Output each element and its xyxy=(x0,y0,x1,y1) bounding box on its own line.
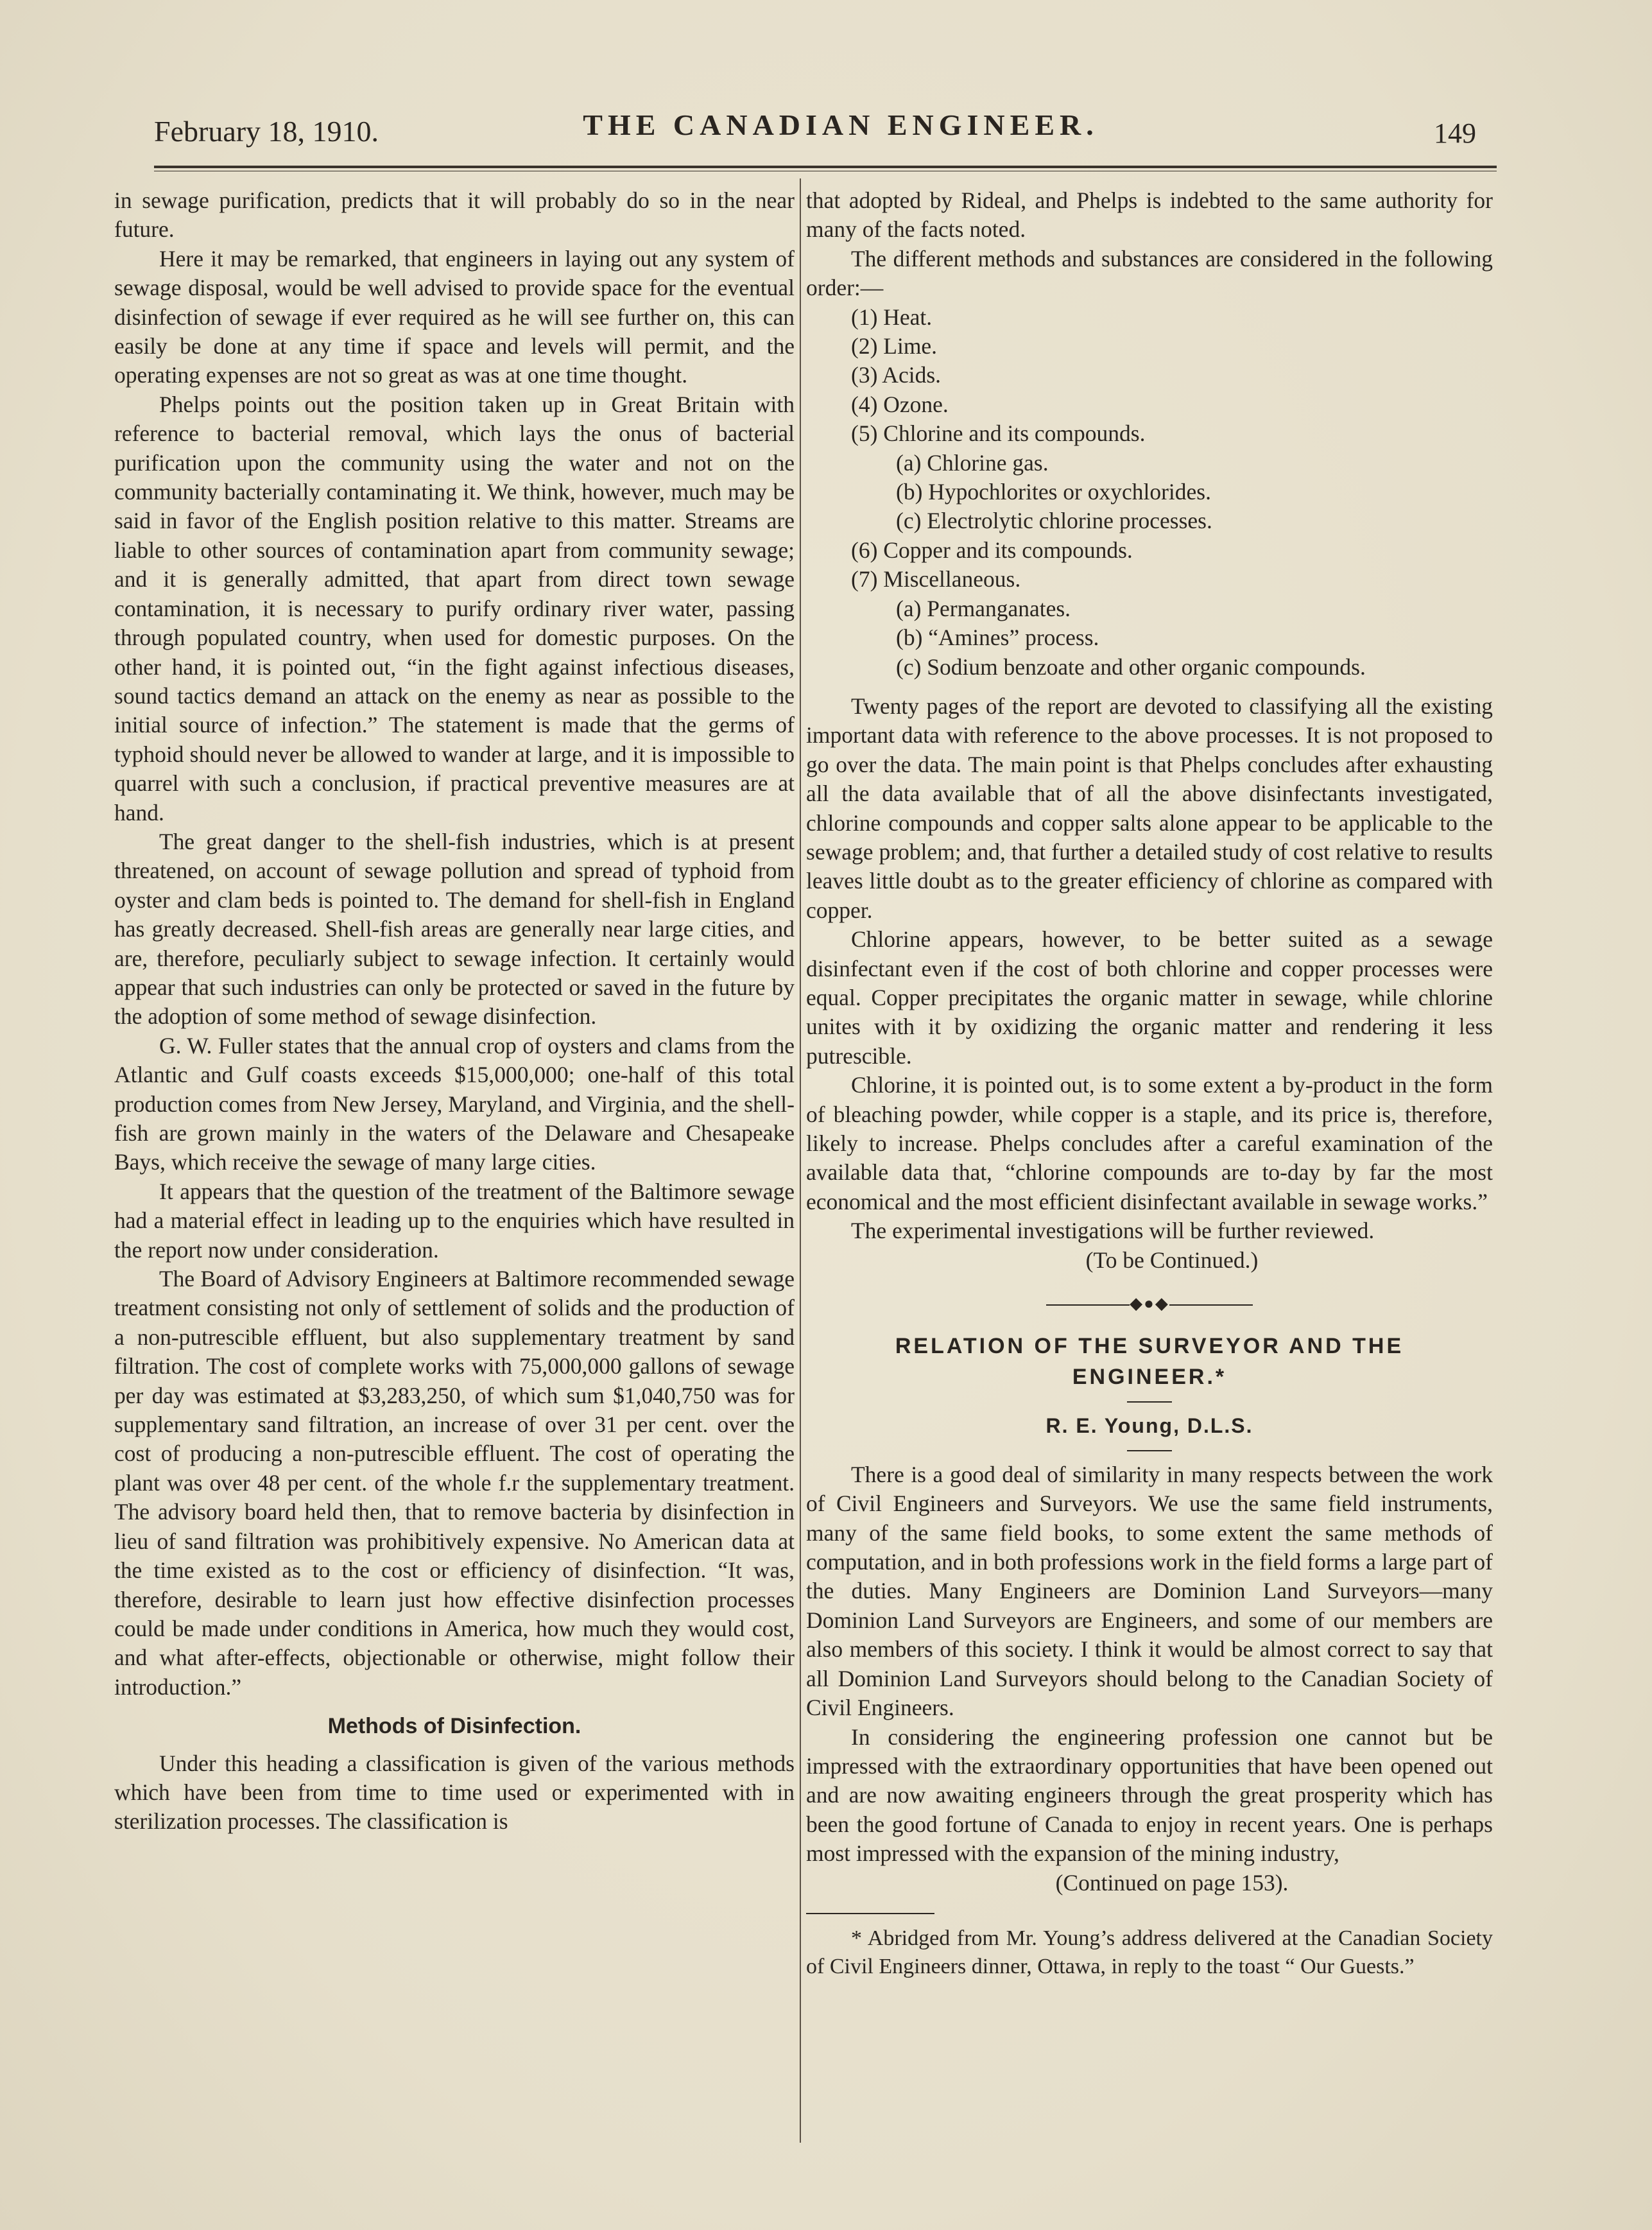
list-subitem: (a) Chlorine gas. xyxy=(896,449,1049,476)
paragraph: G. W. Fuller states that the annual crop of oysters and clams from the Atlantic and Gulf coasts exceeds $15,000,000; one-half of this total production comes from New Jersey, Maryland, and Virginia, and the shell-fish are grown mainly in the waters of the Delaware and Chesapeake Bays, which receive the sewage of many large cities. xyxy=(114,1032,795,1175)
issue-date: February 18, 1910. xyxy=(154,115,379,148)
column-divider xyxy=(800,178,801,2143)
list-intro: The different methods and substances are considered in the following order:— xyxy=(806,245,1493,301)
list-item: (1) Heat. xyxy=(851,304,933,330)
paragraph: Under this heading a classification is given of the various methods which have been from time to time used or experimented with in sterilization processes. The classification is xyxy=(114,1750,795,1835)
title-rule xyxy=(1127,1401,1172,1403)
byline-rule xyxy=(1127,1450,1172,1451)
paragraph: that adopted by Rideal, and Phelps is indebted to the same authority for many of the facts noted. xyxy=(806,187,1493,243)
list-subitem: (a) Permanganates. xyxy=(896,595,1071,621)
page-header xyxy=(154,108,1476,159)
paragraph: It appears that the question of the treatment of the Baltimore sewage had a material effect in leading up to the enquiries which have resulted in the report now under consideration. xyxy=(114,1178,795,1263)
list-item: (5) Chlorine and its compounds. xyxy=(851,420,1146,447)
paragraph: Chlorine appears, however, to be better suited as a sewage disinfectant even if the cost of both chlorine and copper processes were equal. Copper precipitates the organic matter in sewage, while chlorine unites with it by oxidizing the organic matter and rendering it less putrescible. xyxy=(806,926,1493,1069)
paragraph: The experimental investigations will be further reviewed. xyxy=(851,1218,1375,1244)
list-item: (7) Miscellaneous. xyxy=(851,566,1021,592)
paragraph: Chlorine, it is pointed out, is to some extent a by-product in the form of bleaching powder, while copper is a staple, and its price is, therefore, likely to increase. Phelps concludes after a careful examination of the available data that, “chlorine compounds are to-day by far the most economical and the most efficient disinfectant available in sewage works.” xyxy=(806,1072,1493,1214)
ornament-divider: ◆●◆ xyxy=(806,1289,1493,1318)
paragraph: There is a good deal of similarity in many respects between the work of Civil Engineers and Surveyors. We use the same field instruments, many of the same field books, to some extent the same methods of computation, and in both professions work in the field forms a large part of the duties. Many Engineers are Dominion Land Surveyors—many Dominion Land Surveyors are Engineers, and some of our members are also members of this society. I think it would be almost correct to say that all Dominion Land Surveyors should belong to the Canadian Society of Civil Engineers. xyxy=(806,1461,1493,1721)
continued-on-note: (Continued on page 153). xyxy=(1055,1869,1289,1896)
list-subitem: (c) Sodium benzoate and other organic compounds. xyxy=(896,653,1366,680)
paragraph: The great danger to the shell-fish industries, which is at present threatened, on account of sewage pollution and spread of typhoid from oyster and clam beds is pointed to. The demand for shell-fish in England has greatly decreased. Shell-fish areas are generally near large cities, and are, therefore, peculiarly subject to sewage infection. It certainly would appear that such industries can only be protected or saved in the future by the adoption of some method of sewage disinfection. xyxy=(114,828,795,1030)
left-column xyxy=(114,186,795,1837)
list-subitem: (c) Electrolytic chlorine processes. xyxy=(896,508,1212,534)
header-rule xyxy=(154,166,1497,171)
list-subitem: (b) “Amines” process. xyxy=(896,625,1099,651)
paragraph: Twenty pages of the report are devoted to classifying all the existing important data with reference to the above processes. It is not proposed to go over the data. The main point is that Phelps concludes after exhausting all the data available that of all the above disinfectants investigated, chlorine compounds and copper salts alone appear to be applicable to the sewage problem; and, that further a detailed study of cost relative to results leaves little doubt as to the greater efficiency of chlorine as compared with copper. xyxy=(806,693,1493,923)
paragraph: Here it may be remarked, that engineers in laying out any system of sewage disposal, would be well advised to provide space for the eventual disinfection of sewage if ever required as he will see further on, this can easily be done at any time if space and levels will permit, and the operating expenses are not so great as was at one time thought. xyxy=(114,245,795,388)
list-item: (4) Ozone. xyxy=(851,391,949,417)
paragraph: In considering the engineering profession one cannot but be impressed with the extraordinary opportunities that have been opened out and are now awaiting engineers through the great prosperity which has been the good fortune of Canada to enjoy in recent years. One is perhaps most impressed with the expansion of the mining industry, xyxy=(806,1724,1493,1867)
paragraph: Phelps points out the position taken up in Great Britain with reference to bacterial removal, which lays the onus of bacterial purification upon the community using the water and not on the community bacterially contaminating it. We think, however, much may be said in favor of the English position relative to this matter. Streams are liable to other sources of contamination apart from community sewage; and it is generally admitted, that apart from direct town sewage contamination, it is necessary to purify ordinary river water, passing through populated country, when used for domestic purposes. On the other hand, it is pointed out, “in the fight against infectious diseases, sound tactics demand an attack on the enemy as near as possible to the initial source of infection.” The statement is made that the germs of typhoid should never be allowed to wander at large, and it is impossible to quarrel with such a conclusion, if practical preventive measures are at hand. xyxy=(114,391,795,825)
methods-list xyxy=(806,303,1493,682)
continued-note: (To be Continued.) xyxy=(1085,1247,1259,1273)
paragraph: The Board of Advisory Engineers at Baltimore recommended sewage treatment consisting not only of settlement of solids and the production of a non-putrescible effluent, but also supplementary treatment by sand filtration. The cost of complete works with 75,000,000 gallons of sewage per day was estimated at $3,283,250, of which sum $1,040,750 was for supplementary sand filtration, an increase of over 31 per cent. over the cost of producing a non-putrescible effluent. The cost of operating the plant was over 48 per cent. of the whole f.r the supplementary treatment. The advisory board held then, that to remove bacteria by disinfection in lieu of sand filtration was prohibitively expensive. No American data at the time existed as to the cost or efficiency of disinfection. “It was, therefore, desirable to learn just how effective disinfection processes could be made under conditions in America, how much they would cost, and what after-effects, objectionable or otherwise, might follow their introduction.” xyxy=(114,1266,795,1700)
page-number: 149 xyxy=(1434,117,1476,149)
list-item: (3) Acids. xyxy=(851,362,942,388)
list-subitem: (b) Hypochlorites or oxychlorides. xyxy=(896,479,1211,505)
publication-title: THE CANADIAN ENGINEER. xyxy=(583,108,1099,141)
footnote: * Abridged from Mr. Young’s address delivered at the Canadian Society of Civil Engineers dinner, Ottawa, in reply to the toast “ Our Guests.” xyxy=(806,1926,1493,1978)
footnote-rule xyxy=(806,1913,934,1914)
article-title: RELATION OF THE SURVEYOR AND THE ENGINEER.* xyxy=(895,1334,1404,1390)
right-column xyxy=(806,186,1493,1981)
article-byline: R. E. Young, D.L.S. xyxy=(1045,1414,1253,1438)
paragraph: in sewage purification, predicts that it will probably do so in the near future. xyxy=(114,187,795,243)
list-item: (2) Lime. xyxy=(851,333,938,359)
section-heading: Methods of Disinfection. xyxy=(327,1714,581,1739)
list-item: (6) Copper and its compounds. xyxy=(851,537,1133,563)
